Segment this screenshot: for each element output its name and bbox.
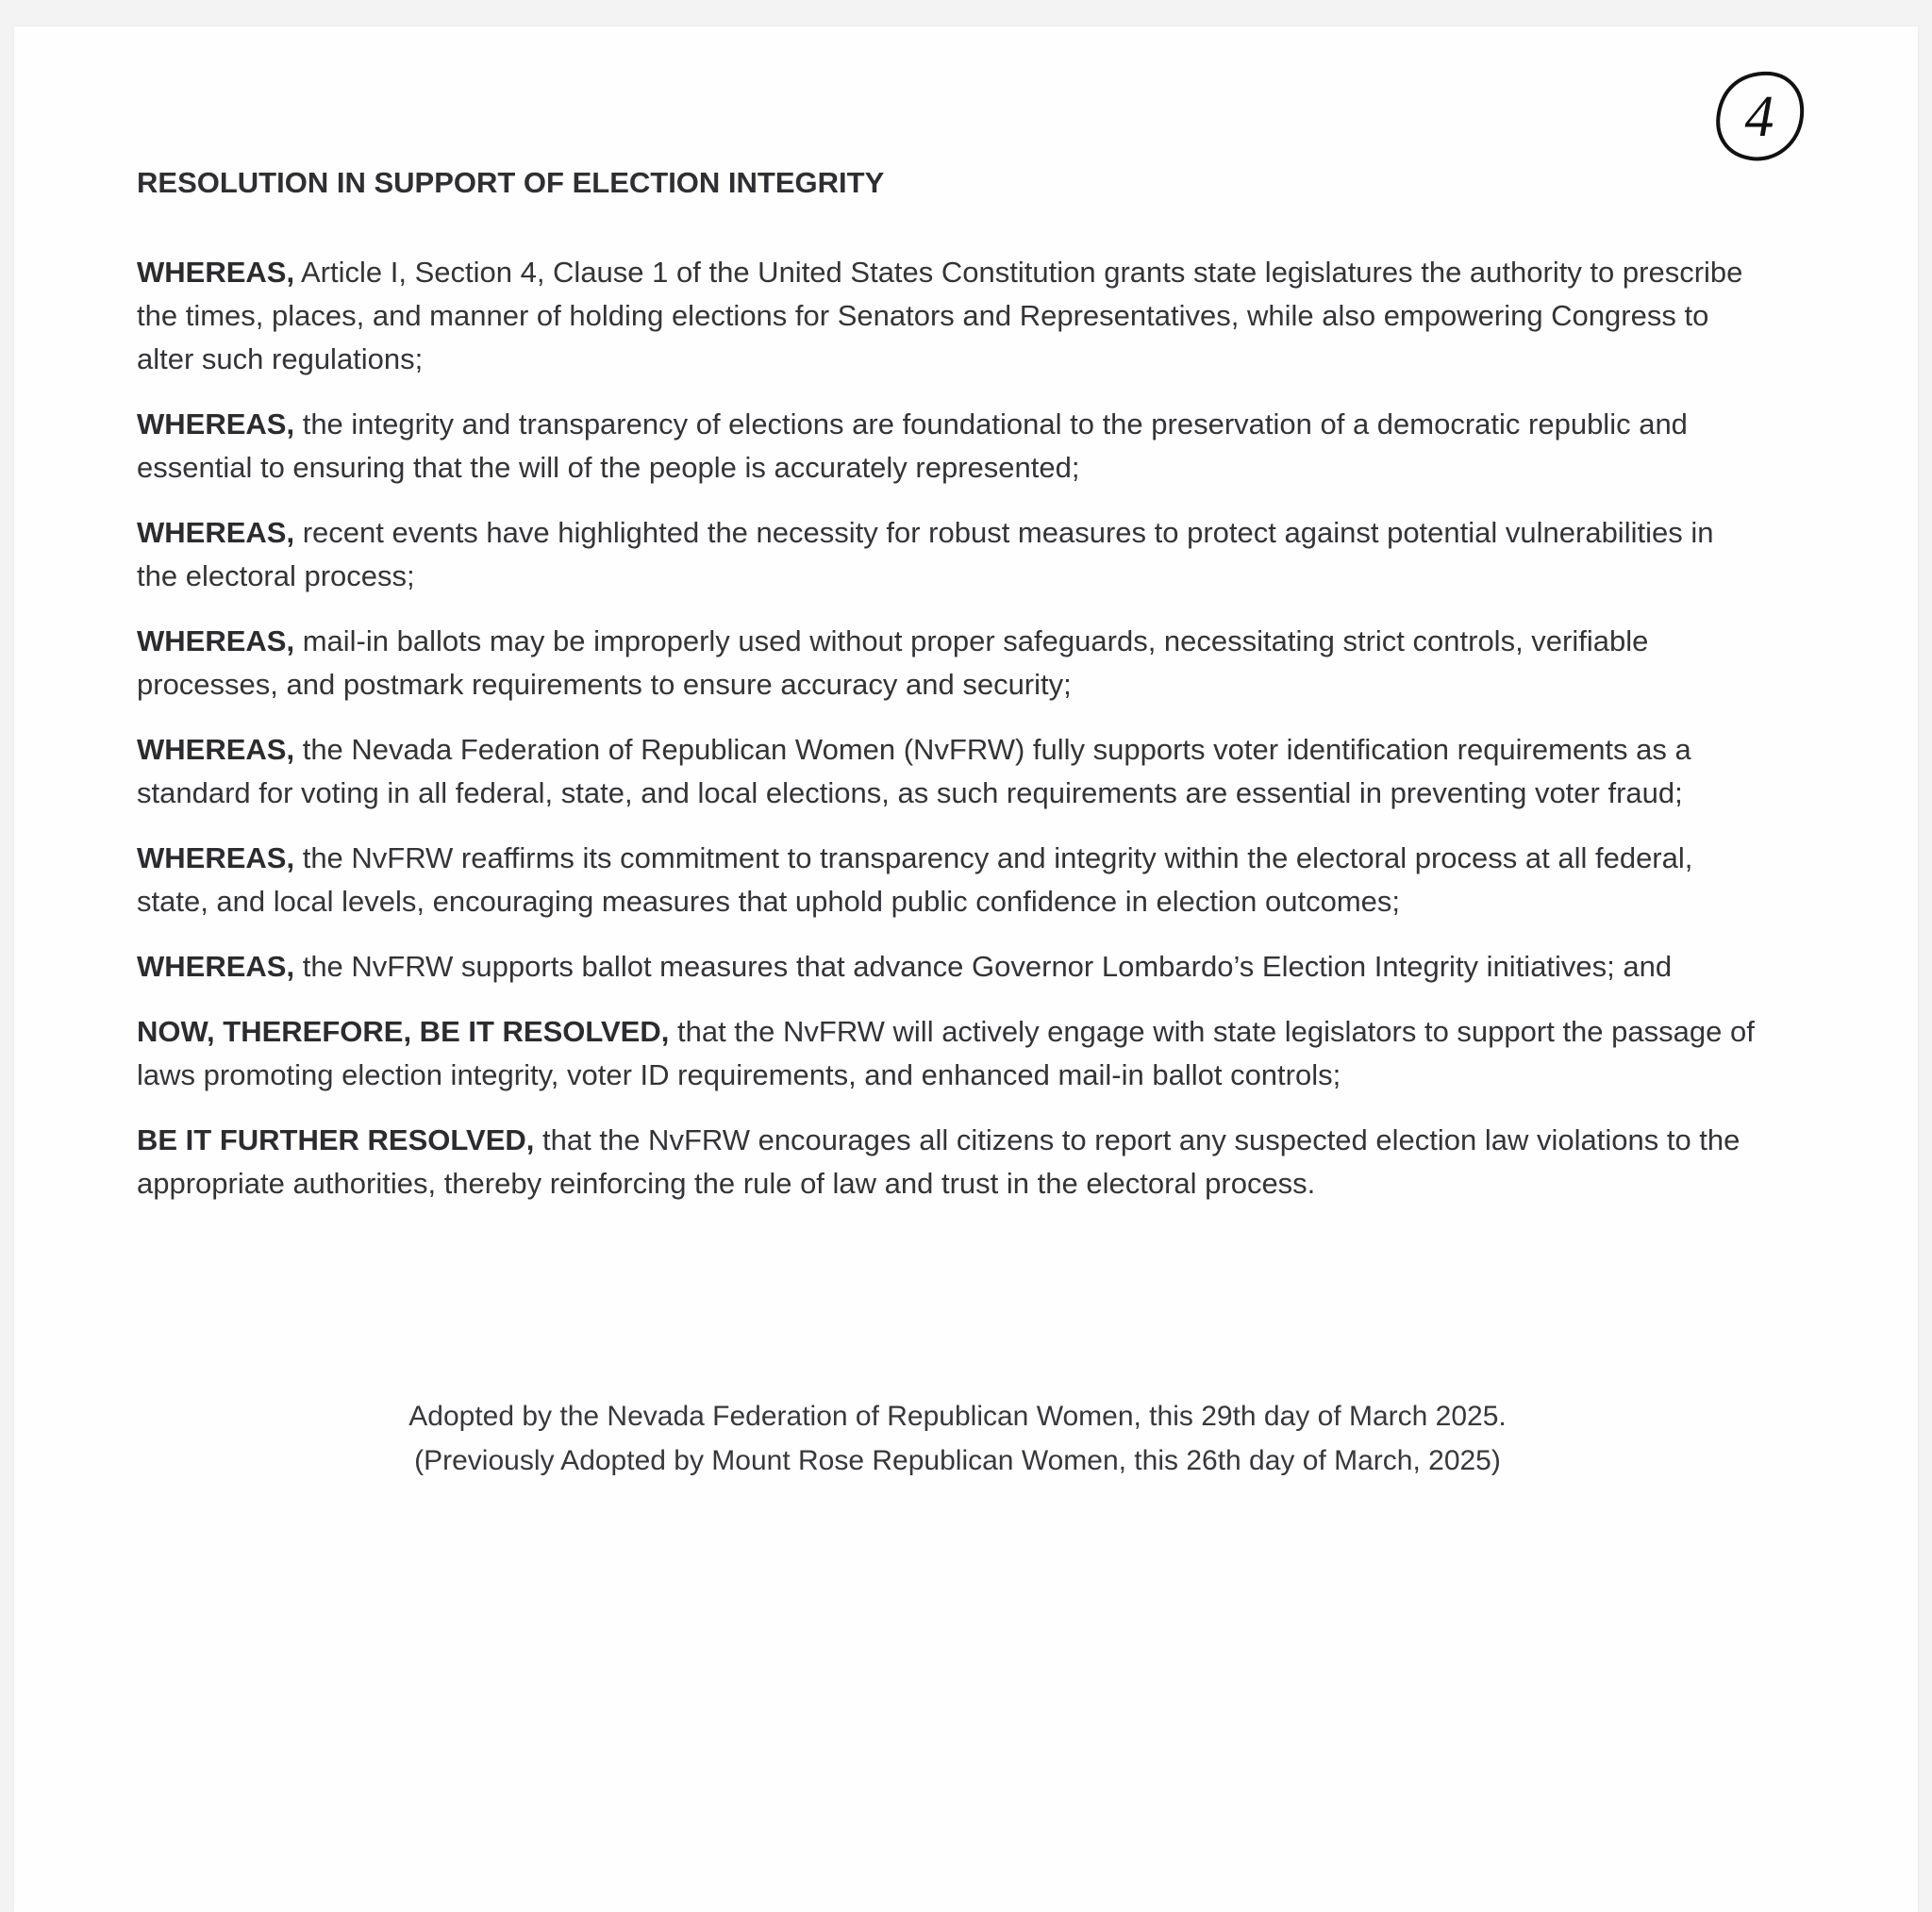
adoption-statement <box>137 1394 1778 1483</box>
paragraph-text: the NvFRW reaffirms its commitment to transparency and integrity within the electoral process at all federal, state, and local levels, encouraging measures that uphold public confidence in election outcomes; <box>137 841 1693 918</box>
paragraph-lead: WHEREAS, <box>137 950 295 983</box>
paragraph-text: the Nevada Federation of Republican Women (NvFRW) fully supports voter identification requirements as a standard for voting in all federal, state, and local elections, as such requirements are essential in preventing voter fraud; <box>137 733 1691 809</box>
resolution-body <box>137 251 1759 1227</box>
whereas-paragraph-4 <box>137 620 1759 707</box>
paragraph-lead: WHEREAS, <box>137 256 295 289</box>
paragraph-lead: WHEREAS, <box>137 733 295 766</box>
adopted-line: Adopted by the Nevada Federation of Republican Women, this 29th day of March 2025. <box>408 1401 1507 1432</box>
paragraph-lead: WHEREAS, <box>137 407 295 441</box>
paragraph-lead: WHEREAS, <box>137 841 295 874</box>
whereas-paragraph-3 <box>137 511 1759 598</box>
paragraph-lead: NOW, THEREFORE, BE IT RESOLVED, <box>137 1015 670 1048</box>
paragraph-text: the NvFRW supports ballot measures that advance Governor Lombardo’s Election Integrity initiatives; and <box>302 950 1673 983</box>
paragraph-text: recent events have highlighted the necessity for robust measures to protect against potential vulnerabilities in the electoral process; <box>137 516 1714 592</box>
whereas-paragraph-7 <box>137 945 1759 989</box>
whereas-paragraph-1 <box>137 251 1759 381</box>
resolved-paragraph <box>137 1010 1759 1097</box>
paragraph-text: the integrity and transparency of elections are foundational to the preservation of a democratic republic and essential to ensuring that the will of the people is accurately represented; <box>137 407 1688 484</box>
whereas-paragraph-6 <box>137 837 1759 923</box>
page-number-digit: 4 <box>1744 85 1774 149</box>
paragraph-text: Article I, Section 4, Clause 1 of the United States Constitution grants state legislatures the authority to prescribe the times, places, and manner of holding elections for Senators and Representatives, while also empowering Congress to alter such regulations; <box>137 256 1743 375</box>
circled-number-mark <box>1707 66 1811 170</box>
paragraph-lead: BE IT FURTHER RESOLVED, <box>137 1123 535 1156</box>
whereas-paragraph-2 <box>137 403 1759 490</box>
document-title: RESOLUTION IN SUPPORT OF ELECTION INTEGRITY <box>137 166 885 199</box>
handwritten-page-number <box>1707 66 1811 170</box>
paragraph-text: that the NvFRW will actively engage with state legislators to support the passage of laws promoting election integrity, voter ID requirements, and enhanced mail-in ballot controls; <box>137 1015 1755 1091</box>
further-resolved-paragraph <box>137 1119 1759 1205</box>
paragraph-text: mail-in ballots may be improperly used without proper safeguards, necessitating strict controls, verifiable processes, and postmark requirements to ensure accuracy and security; <box>137 624 1649 701</box>
whereas-paragraph-5 <box>137 728 1759 815</box>
document-page <box>14 26 1918 1912</box>
paragraph-text: that the NvFRW encourages all citizens to report any suspected election law violations to the appropriate authorities, thereby reinforcing the rule of law and trust in the electoral process. <box>137 1123 1740 1200</box>
paragraph-lead: WHEREAS, <box>137 516 295 549</box>
previously-adopted-line: (Previously Adopted by Mount Rose Republican Women, this 26th day of March, 2025) <box>414 1445 1501 1476</box>
paragraph-lead: WHEREAS, <box>137 624 295 657</box>
